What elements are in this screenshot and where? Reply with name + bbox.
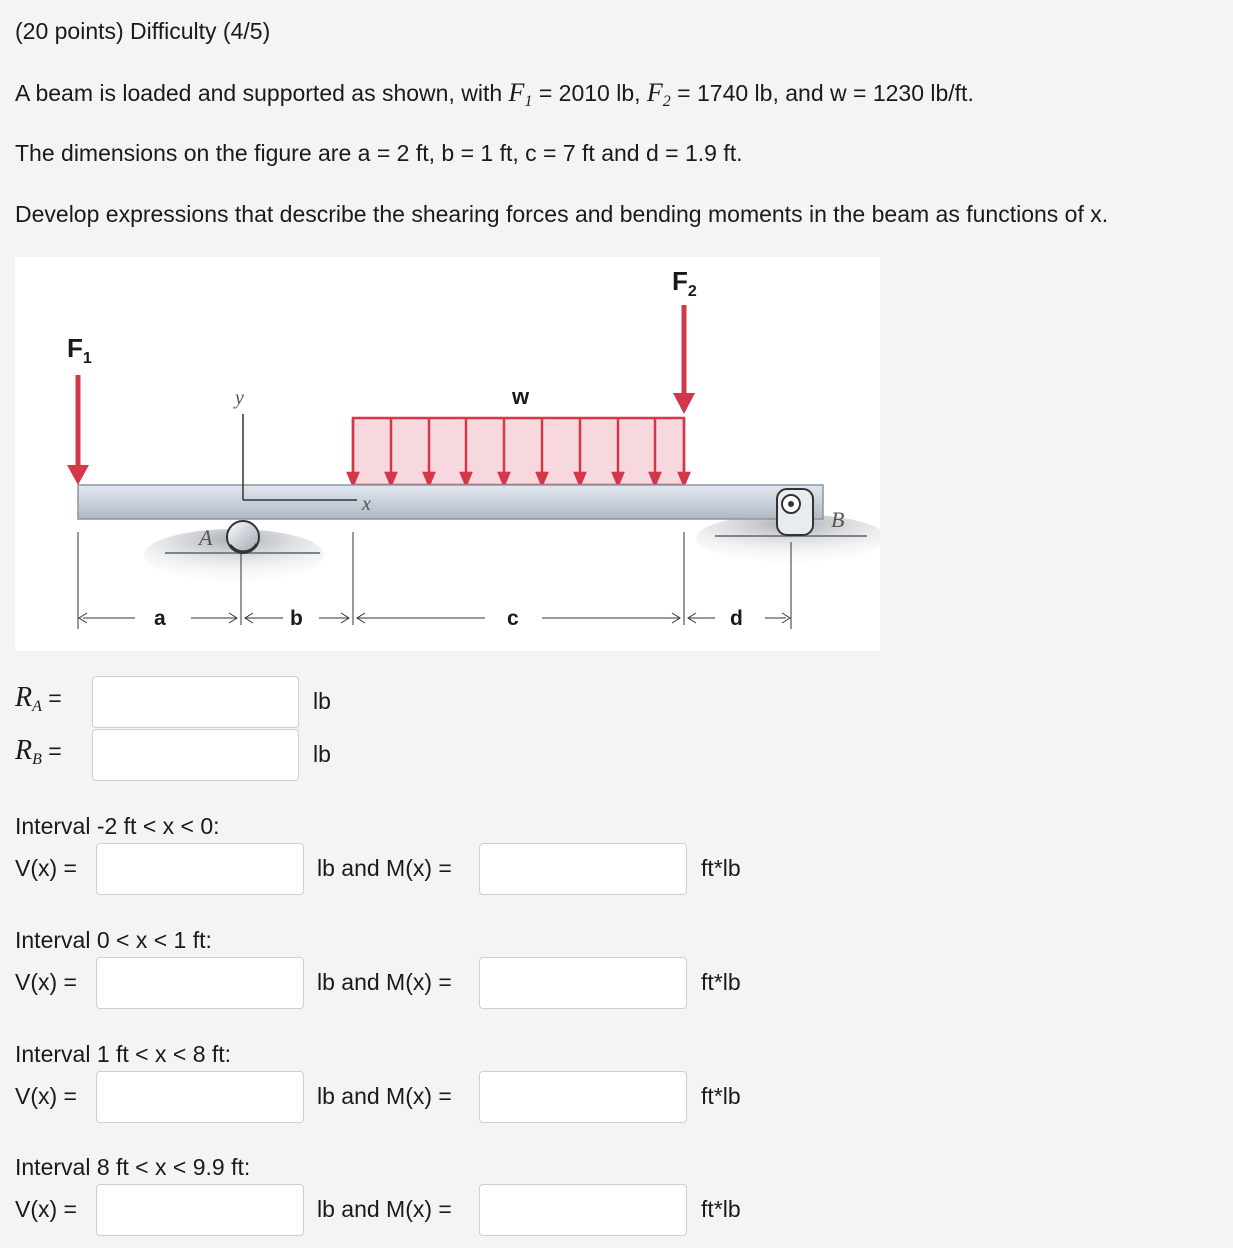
interval-3-unit: ft*lb — [701, 1083, 741, 1109]
ra-input[interactable] — [92, 676, 299, 728]
beam-figure — [15, 257, 880, 651]
support-a-label: A — [199, 525, 213, 550]
interval-1-v-input[interactable] — [96, 843, 304, 895]
interval-3-v-input[interactable] — [96, 1071, 304, 1123]
interval-1-m-input[interactable] — [479, 843, 687, 895]
problem-statement-line1 — [15, 78, 974, 111]
f1-arrow-icon — [67, 375, 89, 485]
w-label: w — [512, 384, 530, 409]
support-b-label: B — [831, 507, 845, 532]
f2-symbol: $F_2$ — [646, 78, 671, 110]
rb-input[interactable] — [92, 729, 299, 781]
interval-1-m-label: lb and M(x) = — [317, 855, 452, 881]
interval-2-label: Interval 0 < x < 1 ft: — [15, 927, 212, 953]
f2-value: = 1740 lb, and w = 1230 lb/ft. — [670, 80, 974, 106]
rb-unit: lb — [313, 741, 331, 767]
interval-4-v-input[interactable] — [96, 1184, 304, 1236]
distributed-load-w — [348, 418, 689, 485]
interval-4-v-label: V(x) = — [15, 1196, 77, 1222]
f1-value: = 2010 lb, — [532, 80, 647, 106]
interval-4-m-input[interactable] — [479, 1184, 687, 1236]
interval-4-m-label: lb and M(x) = — [317, 1196, 452, 1222]
interval-1-v-label: V(x) = — [15, 855, 77, 881]
interval-3-m-label: lb and M(x) = — [317, 1083, 452, 1109]
rb-label: $R_B$ = — [15, 735, 62, 768]
interval-2-unit: ft*lb — [701, 969, 741, 995]
dim-a-label: a — [154, 607, 166, 630]
dim-c-label: c — [507, 607, 519, 630]
x-axis-label: x — [362, 493, 371, 515]
interval-2-m-label: lb and M(x) = — [317, 969, 452, 995]
beam — [78, 485, 823, 519]
f2-arrow-icon — [673, 305, 695, 414]
f1-label: $F_1$ — [67, 333, 92, 367]
problem-statement-line3: Develop expressions that describe the shearing forces and bending moments in the beam as functions of x. — [15, 201, 1109, 227]
interval-2-m-input[interactable] — [479, 957, 687, 1009]
interval-2-v-label: V(x) = — [15, 969, 77, 995]
ra-label: $R_A$ = — [15, 682, 62, 715]
pin-support-b-icon — [777, 489, 813, 535]
f2-label: $F_2$ — [672, 266, 697, 300]
interval-1-unit: ft*lb — [701, 855, 741, 881]
dim-b-label: b — [290, 607, 303, 630]
interval-1-label: Interval -2 ft < x < 0: — [15, 813, 220, 839]
interval-3-v-label: V(x) = — [15, 1083, 77, 1109]
ra-unit: lb — [313, 688, 331, 714]
points-difficulty: (20 points) Difficulty (4/5) — [15, 18, 271, 44]
interval-2-v-input[interactable] — [96, 957, 304, 1009]
problem-statement-line2: The dimensions on the figure are a = 2 ft, b = 1 ft, c = 7 ft and d = 1.9 ft. — [15, 140, 743, 166]
interval-3-m-input[interactable] — [479, 1071, 687, 1123]
interval-4-label: Interval 8 ft < x < 9.9 ft: — [15, 1154, 251, 1180]
dim-d-label: d — [730, 607, 743, 630]
interval-3-label: Interval 1 ft < x < 8 ft: — [15, 1041, 232, 1067]
interval-4-unit: ft*lb — [701, 1196, 741, 1222]
y-axis-label: y — [235, 387, 244, 409]
f1-symbol: $F_1$ — [508, 78, 533, 110]
roller-support-a-icon — [227, 521, 259, 553]
line1-text: A beam is loaded and supported as shown, with — [15, 80, 509, 106]
